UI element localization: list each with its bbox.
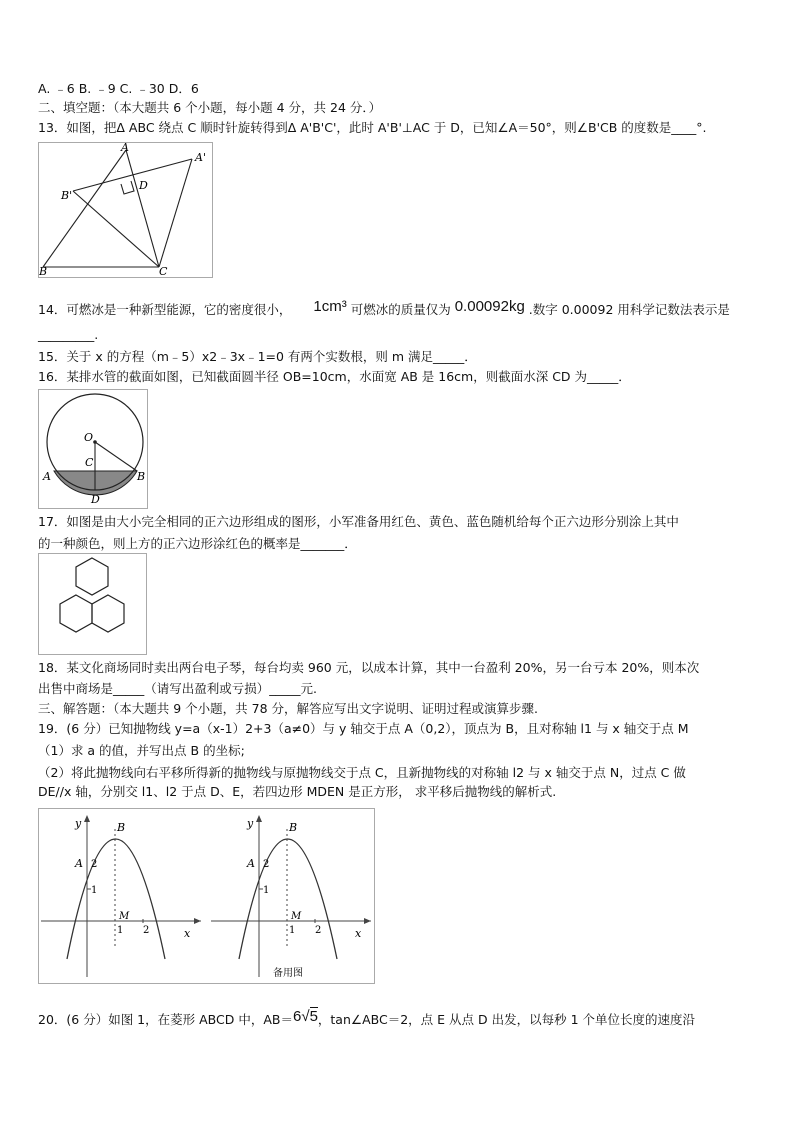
q19b-y-label: y <box>247 817 254 830</box>
q19-y-label: y <box>75 817 82 830</box>
hexagon-top <box>76 558 108 595</box>
q19-graph-backup <box>211 815 371 979</box>
q14-line <box>38 298 730 319</box>
q16-label-O: O <box>84 431 94 444</box>
q19b-x-label: x <box>355 927 362 940</box>
q19-two-label: 2 <box>91 859 98 870</box>
q16-label-D: D <box>91 493 100 506</box>
q19b-A-label: A <box>247 857 255 870</box>
q19-one-label: 1 <box>91 885 98 896</box>
q19-line3: （2）将此抛物线向右平移所得新的抛物线与原抛物线交于点 C，且新抛物线的对称轴 l2 与 x 轴交于点 N，过点 C 做 <box>38 765 686 780</box>
q14-part2: 可燃冰的质量仅为 <box>350 302 451 317</box>
q19-figure <box>38 808 375 984</box>
q20-part2: ，tan∠ABC＝2，点 E 从点 D 出发，以每秒 1 个单位长度的速度沿 <box>317 1012 696 1027</box>
q16-figure <box>38 389 148 509</box>
q13-label-A1: A' <box>195 151 206 164</box>
q19b-x2-label: 2 <box>315 925 322 936</box>
q19-x1-label: 1 <box>117 925 124 936</box>
hexagon-bottom-right <box>92 595 124 632</box>
q17-line1: 17．如图是由大小完全相同的正六边形组成的图形，小军准备用红色、黄色、蓝色随机给每个正六边形分别涂上其中 <box>38 514 679 529</box>
q19b-two-label: 2 <box>263 859 270 870</box>
q14-blank: _________. <box>38 327 99 342</box>
q12-options: A. ﹣6 B. ﹣9 C. ﹣30 D．6 <box>38 81 199 96</box>
q19-line4: DE//x 轴，分别交 l1、l2 于点 D、E，若四边形 MDEN 是正方形， 求平移后抛物线的解析式. <box>38 784 557 799</box>
q14-part1: 14．可燃冰是一种新型能源，它的密度很小， <box>38 302 292 317</box>
q17-line2: 的一种颜色，则上方的正六边形涂红色的概率是_______． <box>38 536 357 551</box>
q19b-x1-label: 1 <box>289 925 296 936</box>
q13-label-C: C <box>159 265 168 277</box>
q13-label-A: A <box>121 143 129 154</box>
q20-part1: 20．(6 分）如图 1，在菱形 ABCD 中，AB＝ <box>38 1012 293 1027</box>
q16-label-C: C <box>85 456 94 469</box>
q19-graph-main <box>41 815 201 977</box>
q19-x-label: x <box>184 927 191 940</box>
q18-line2: 出售中商场是_____（请写出盈利或亏损）_____元. <box>38 681 317 696</box>
q19-backup-caption: 备用图 <box>273 968 303 979</box>
q20-line <box>38 1008 695 1029</box>
q19-line1: 19．(6 分）已知抛物线 y=a（x-1）2+3（a≠0）与 y 轴交于点 A（0,2），顶点为 B，且对称轴 l1 与 x 轴交于点 M <box>38 721 689 736</box>
q19b-one-label: 1 <box>263 885 270 896</box>
q16-label-A: A <box>43 470 51 483</box>
q18-line1: 18．某文化商场同时卖出两台电子琴，每台均卖 960 元，以成本计算，其中一台盈利 20%，另一台亏本 20%，则本次 <box>38 660 700 675</box>
q13-text: 13．如图，把Δ ABC 绕点 C 顺时针旋转得到Δ A'B'C'，此时 A'B'⊥AC 于 D，已知∠A＝50°，则∠B'CB 的度数是____°. <box>38 120 707 135</box>
q15-text: 15．关于 x 的方程（m﹣5）x2﹣3x﹣1=0 有两个实数根，则 m 满足_____． <box>38 349 477 364</box>
q19-B-label: B <box>117 821 126 834</box>
q13-label-B: B <box>39 265 48 277</box>
q20-radicand: 5 <box>309 1008 318 1025</box>
q19-x2-label: 2 <box>143 925 150 936</box>
q14-mass: 0.00092kg <box>454 298 525 315</box>
q19b-B-label: B <box>289 821 298 834</box>
radical-sign-icon: √ <box>301 1008 310 1025</box>
q13-figure <box>38 142 213 278</box>
q14-unit: 1cm³ <box>313 298 347 315</box>
q14-part3: .数字 0.00092 用科学记数法表示是 <box>528 302 730 317</box>
section3-heading: 三、解答题：（本大题共 9 个小题，共 78 分，解答应写出文字说明、证明过程或演算步骤. <box>38 701 538 716</box>
q13-label-B1: B' <box>61 189 73 202</box>
q19b-M-label: M <box>291 911 302 922</box>
q13-label-D: D <box>139 179 148 192</box>
q20-radical-coef: 6 <box>292 1008 302 1025</box>
q16-label-B: B <box>137 470 146 483</box>
q19-M-label: M <box>119 911 130 922</box>
q19-A-label: A <box>75 857 83 870</box>
q19-line2: （1）求 a 的值，并写出点 B 的坐标; <box>38 743 245 758</box>
section2-heading: 二、填空题：（本大题共 6 个小题，每小题 4 分，共 24 分．） <box>38 100 382 115</box>
q16-text: 16．某排水管的截面如图，已知截面圆半径 OB=10cm，水面宽 AB 是 16cm，则截面水深 CD 为_____． <box>38 369 631 384</box>
hexagon-bottom-left <box>60 595 92 632</box>
q17-figure <box>38 553 147 655</box>
